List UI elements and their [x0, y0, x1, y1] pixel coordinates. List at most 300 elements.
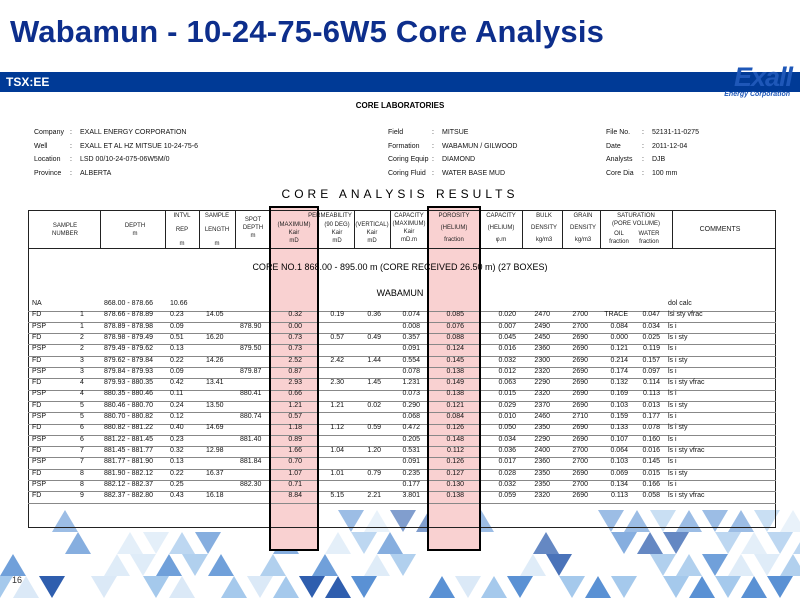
table-cell: 2460: [534, 413, 550, 420]
table-cell: 2320: [534, 390, 550, 398]
table-cell: 2700: [572, 322, 588, 330]
table-cell: dol calc: [668, 300, 692, 307]
table-cell: 4: [80, 390, 84, 398]
table-cell: 0.13: [170, 345, 184, 353]
table-cell: 0.008: [402, 322, 420, 330]
meta-mid-line: [388, 129, 468, 136]
meta-colon: :: [432, 169, 434, 177]
decorative-triangle: [637, 532, 663, 554]
meta-colon: :: [70, 156, 72, 163]
meta-colon: :: [642, 169, 644, 177]
meta-key: Formation: [388, 142, 420, 150]
decorative-triangle: [611, 532, 637, 554]
table-cell: 882.12 - 882.37: [104, 480, 154, 488]
table-cell: PSP: [32, 458, 47, 466]
table-cell: 2.42: [330, 356, 344, 364]
table-cell: 0.045: [498, 333, 516, 341]
table-cell: 2: [80, 345, 84, 353]
table-cell: 0.047: [642, 311, 660, 319]
table-cell: ls i: [668, 435, 677, 443]
table-cell: 2350: [534, 424, 550, 432]
table-cell: 0.42: [170, 379, 184, 387]
table-cell: 0.064: [610, 446, 628, 454]
table-cell: 10.66: [170, 300, 188, 307]
table-cell: 0.088: [446, 333, 464, 341]
header-porosity: POROSITY (HELIUM) fraction: [438, 213, 470, 243]
table-cell: PSP: [32, 345, 47, 353]
table-cell: ls i: [668, 458, 677, 466]
table-cell: 0.138: [446, 367, 464, 375]
decorative-triangle: [260, 554, 286, 576]
table-cell: 881.77 - 881.90: [104, 458, 154, 466]
header-sample-length: SAMPLE LENGTH m: [204, 213, 230, 247]
meta-mid-line: [388, 143, 517, 150]
table-cell: 2320: [534, 492, 550, 500]
formation-label: WABAMUN: [376, 288, 424, 298]
table-cell: FD: [32, 333, 42, 341]
row-separator: [28, 503, 776, 504]
page-number: 16: [12, 575, 23, 585]
results-title: CORE ANALYSIS RESULTS: [281, 187, 519, 201]
decorative-triangle: [520, 554, 546, 576]
decorative-triangle: [728, 554, 754, 576]
table-cell: 0.13: [170, 458, 184, 466]
table-cell: 0.531: [402, 446, 420, 454]
table-cell: 0.103: [610, 401, 628, 409]
table-cell: 0.290: [402, 401, 420, 409]
table-cell: 0.49: [367, 333, 381, 341]
column-divider: [672, 210, 673, 248]
table-cell: PSP: [32, 367, 47, 375]
table-cell: PSP: [32, 390, 47, 398]
decorative-triangle: [741, 576, 767, 598]
table-cell: 7: [80, 458, 84, 466]
table-cell: 2690: [572, 356, 588, 364]
table-cell: 881.45 - 881.77: [104, 446, 154, 454]
decorative-triangle: [741, 532, 767, 554]
table-cell: 0.138: [446, 390, 464, 398]
decorative-triangle: [702, 554, 728, 576]
decorative-triangle: [312, 554, 338, 576]
header-comments: COMMENTS: [699, 226, 741, 233]
table-cell: 2360: [534, 458, 550, 466]
table-cell: 881.84: [240, 458, 262, 466]
table-cell: 1.01: [330, 469, 344, 477]
table-cell: 3: [80, 367, 84, 375]
table-cell: 882.30: [240, 480, 262, 488]
header-perm-vertical: (VERTICAL) Kair mD: [355, 222, 389, 244]
decorative-triangle: [377, 532, 403, 554]
decorative-triangle: [143, 576, 169, 598]
table-cell: 1: [80, 311, 84, 319]
table-cell: 2370: [534, 401, 550, 409]
page-title: Wabamun - 10-24-75-6W5 Core Analysis: [10, 14, 605, 49]
table-cell: 0.073: [402, 390, 420, 398]
decorative-triangle: [91, 576, 117, 598]
table-cell: 0.114: [643, 379, 660, 387]
table-cell: 879.87: [240, 367, 262, 375]
decorative-triangle: [39, 576, 65, 598]
table-cell: 0.57: [288, 413, 302, 420]
meta-colon: :: [432, 156, 434, 163]
decorative-triangle: [221, 576, 247, 598]
decorative-triangle: [325, 532, 351, 554]
table-cell: 0.160: [642, 435, 660, 443]
table-cell: PSP: [32, 435, 47, 443]
table-cell: 879.84 - 879.93: [104, 367, 154, 375]
table-cell: 0.029: [498, 401, 516, 409]
table-cell: 0.124: [446, 345, 464, 353]
table-cell: 879.49 - 879.62: [104, 345, 154, 353]
ticker-symbol: TSX:EE: [6, 75, 50, 89]
table-cell: 0.078: [402, 367, 420, 375]
table-cell: 0.020: [498, 311, 516, 319]
table-cell: 2690: [572, 435, 588, 443]
meta-value: 100 mm: [652, 169, 678, 177]
table-cell: FD: [32, 469, 42, 477]
table-cell: 2490: [534, 322, 550, 330]
header-perm-90: (90 DEG) Kair mD: [324, 222, 350, 244]
table-cell: 0.87: [288, 367, 302, 375]
table-cell: 0.22: [170, 469, 184, 477]
header-divider: [28, 248, 776, 249]
table-cell: 2710: [572, 413, 588, 420]
decorative-triangle: [611, 576, 637, 598]
header-permeability: PERMEABILITY: [308, 213, 352, 219]
header-interval: INTVL REP m: [173, 213, 191, 247]
meta-value: WATER BASE MUD: [442, 169, 506, 177]
table-cell: 0.51: [170, 333, 184, 341]
table-cell: 0.235: [402, 469, 420, 477]
table-cell: 0.166: [642, 480, 660, 488]
decorative-triangle: [546, 554, 572, 576]
porosity-highlight-box: [427, 206, 481, 551]
meta-left-line: [34, 170, 111, 177]
permeability-highlight-box: [269, 206, 319, 551]
table-cell: 0.132: [610, 379, 628, 387]
header-saturation: SATURATION (PORE VOLUME): [611, 213, 660, 227]
decorative-triangle: [0, 554, 26, 576]
table-cell: 16.37: [206, 469, 224, 477]
table-cell: FD: [32, 401, 42, 409]
table-cell: 16.18: [206, 492, 224, 500]
table-cell: 0.130: [446, 480, 464, 488]
table-cell: 880.35 - 880.46: [104, 390, 154, 398]
meta-key: Core Dia: [606, 169, 634, 177]
lab-name: CORE LABORATORIES: [355, 101, 445, 110]
meta-colon: :: [642, 142, 644, 150]
decorative-triangle: [247, 576, 273, 598]
table-cell: 0.017: [498, 458, 516, 466]
decorative-triangle: [663, 576, 689, 598]
table-cell: ls i sty vfrac: [668, 446, 705, 454]
table-cell: 0.02: [367, 401, 381, 409]
table-cell: 0.091: [402, 345, 420, 353]
table-cell: 0.40: [170, 424, 184, 432]
table-cell: 0.126: [446, 458, 464, 466]
table-cell: ls i sty: [668, 424, 688, 432]
table-cell: ls i sty: [668, 401, 688, 409]
meta-key: Coring Equip: [388, 156, 429, 163]
meta-value: 52131-11-0275: [652, 129, 699, 136]
header-grain-density: GRAIN DENSITY kg/m3: [569, 213, 596, 243]
table-cell: 0.57: [330, 333, 344, 341]
decorative-triangle: [780, 554, 800, 576]
table-cell: 0.015: [642, 469, 660, 477]
table-cell: 0.59: [367, 424, 381, 432]
table-cell: 1.18: [288, 424, 302, 432]
table-cell: 1.04: [330, 446, 344, 454]
table-cell: 0.70: [288, 458, 302, 466]
meta-colon: :: [70, 142, 72, 150]
table-cell: 1.12: [330, 424, 344, 432]
table-cell: 0.00: [288, 322, 302, 330]
table-cell: ls i sty vfrac: [668, 379, 705, 387]
table-cell: 878.90: [240, 322, 262, 330]
table-cell: 13.41: [206, 379, 224, 387]
table-cell: 0.013: [642, 401, 660, 409]
table-cell: 0.24: [170, 401, 184, 409]
table-cell: 2690: [572, 333, 588, 341]
table-cell: 0.23: [170, 311, 184, 319]
header-oil: OIL fraction: [609, 231, 629, 245]
table-cell: 2690: [572, 492, 588, 500]
header-sample-number: SAMPLE NUMBER: [51, 223, 78, 237]
decorative-triangle: [169, 576, 195, 598]
table-cell: 0.036: [498, 446, 516, 454]
decorative-triangle: [299, 576, 325, 598]
table-cell: 0.113: [643, 390, 660, 398]
meta-value: DJB: [652, 156, 666, 163]
table-cell: 0.032: [498, 356, 516, 364]
decorative-triangle: [455, 576, 481, 598]
meta-left-line: [34, 156, 170, 163]
table-cell: 882.37 - 882.80: [104, 492, 154, 500]
table-cell: 0.007: [498, 322, 516, 330]
table-cell: 8.84: [288, 492, 302, 500]
table-cell: 0.66: [288, 390, 302, 398]
table-cell: 0.73: [288, 333, 302, 341]
table-cell: 2700: [572, 480, 588, 488]
table-cell: 0.028: [498, 469, 516, 477]
table-cell: ls i: [668, 480, 677, 488]
table-cell: 879.93 - 880.35: [104, 379, 154, 387]
meta-colon: :: [642, 156, 644, 163]
decorative-triangle: [780, 510, 800, 532]
table-cell: 0.085: [446, 311, 464, 319]
core-title: CORE NO.1 868.00 - 895.00 m (CORE RECEIVED 26.50 m) (27 BOXES): [252, 262, 548, 272]
exall-logo: [706, 60, 792, 100]
table-cell: 2470: [534, 311, 550, 319]
table-cell: 5.15: [330, 492, 344, 500]
meta-value: EXALL ENERGY CORPORATION: [80, 129, 187, 136]
table-cell: 6: [80, 435, 84, 443]
table-cell: 9: [80, 492, 84, 500]
decorative-triangle: [663, 532, 689, 554]
table-cell: 2.30: [330, 379, 344, 387]
table-cell: PSP: [32, 322, 47, 330]
meta-key: Analysts: [606, 156, 633, 163]
table-cell: 14.69: [206, 424, 224, 432]
table-cell: 0.112: [447, 446, 464, 454]
meta-key: Field: [388, 129, 404, 136]
table-cell: 0.016: [498, 345, 516, 353]
decorative-triangle: [208, 554, 234, 576]
table-cell: 2320: [534, 367, 550, 375]
table-cell: ls i sty: [668, 469, 688, 477]
table-cell: FD: [32, 311, 42, 319]
table-cell: 1.231: [402, 379, 420, 387]
decorative-triangle: [169, 532, 195, 554]
table-cell: 0.103: [610, 458, 628, 466]
decorative-triangle: [793, 532, 800, 554]
decorative-triangle: [325, 576, 351, 598]
table-cell: 0.214: [610, 356, 628, 364]
table-cell: 0.127: [446, 469, 464, 477]
table-cell: 0.36: [367, 311, 381, 319]
table-cell: 2360: [534, 345, 550, 353]
table-cell: 2690: [572, 390, 588, 398]
decorative-triangle: [715, 532, 741, 554]
table-cell: FD: [32, 492, 42, 500]
table-cell: FD: [32, 356, 42, 364]
decorative-triangle: [351, 532, 377, 554]
decorative-triangle: [273, 576, 299, 598]
table-cell: 0.205: [402, 435, 420, 443]
decorative-triangle: [182, 554, 208, 576]
table-cell: 0.063: [498, 379, 516, 387]
decorative-triangle: [65, 532, 91, 554]
table-cell: TRACE: [604, 311, 628, 319]
decorative-triangle: [767, 576, 793, 598]
table-cell: 2350: [534, 469, 550, 477]
header-spot-depth: SPOT DEPTH m: [242, 217, 264, 239]
table-cell: 0.121: [446, 401, 464, 409]
table-cell: 0.034: [642, 322, 660, 330]
meta-key: Coring Fluid: [388, 169, 426, 177]
table-cell: 868.00 - 878.66: [104, 300, 154, 307]
decorative-triangle: [650, 554, 676, 576]
table-cell: 0.174: [610, 367, 628, 375]
table-cell: 881.40: [240, 435, 262, 443]
table-cell: 2700: [572, 446, 588, 454]
table-cell: 0.22: [170, 356, 184, 364]
decorative-triangle: [156, 554, 182, 576]
table-cell: 0.126: [446, 424, 464, 432]
table-cell: 5: [80, 401, 84, 409]
table-cell: 0.015: [498, 390, 516, 398]
logo-wordmark: Exall: [733, 62, 792, 92]
table-cell: 0.157: [642, 356, 660, 364]
decorative-triangle: [715, 576, 741, 598]
table-cell: 0.069: [610, 469, 628, 477]
table-cell: 5: [80, 413, 84, 420]
table-cell: 0.084: [610, 322, 628, 330]
table-cell: 8: [80, 480, 84, 488]
header-capacity-helium: CAPACITY (HELIUM) φ.m: [486, 213, 516, 243]
table-cell: 0.133: [610, 424, 628, 432]
table-cell: 1.07: [288, 469, 302, 477]
table-cell: 0.472: [402, 424, 420, 432]
meta-left-line: [34, 129, 186, 136]
table-cell: NA: [32, 300, 42, 307]
table-cell: FD: [32, 424, 42, 432]
table-cell: ls i: [668, 390, 677, 398]
table-cell: 0.113: [611, 492, 628, 500]
table-cell: 0.25: [170, 480, 184, 488]
meta-key: Province: [34, 169, 62, 177]
table-cell: PSP: [32, 480, 47, 488]
table-cell: 0.091: [402, 458, 420, 466]
table-cell: 2690: [572, 469, 588, 477]
table-cell: 0.79: [367, 469, 381, 477]
table-cell: 0.119: [643, 345, 660, 353]
table-cell: 0.19: [330, 311, 344, 319]
meta-colon: :: [70, 169, 72, 177]
table-cell: 0.034: [498, 435, 516, 443]
table-cell: 879.62 - 879.84: [104, 356, 154, 364]
meta-key: File No.: [606, 129, 631, 136]
table-cell: 0.357: [402, 333, 420, 341]
table-cell: 880.41: [240, 390, 262, 398]
table-cell: 0.09: [170, 367, 184, 375]
table-cell: ls i: [668, 322, 677, 330]
header-depth: DEPTH m: [124, 223, 146, 237]
table-cell: 0.025: [642, 333, 660, 341]
meta-key: Company: [34, 129, 64, 136]
table-cell: 0.107: [610, 435, 628, 443]
table-cell: 2.21: [367, 492, 381, 500]
table-cell: 0.177: [642, 413, 660, 420]
table-cell: ls i: [668, 345, 677, 353]
table-cell: ls i sty vfrac: [668, 492, 705, 500]
table-cell: 0.058: [642, 492, 660, 500]
table-cell: 0.159: [610, 413, 628, 420]
table-cell: 0.134: [610, 480, 628, 488]
decorative-triangle: [117, 532, 143, 554]
table-cell: 0.73: [288, 345, 302, 353]
table-cell: 0.11: [170, 390, 184, 398]
table-cell: 0.32: [288, 311, 302, 319]
meta-left-line: [34, 143, 198, 150]
table-cell: 0.12: [170, 413, 184, 420]
decorative-triangle: [481, 576, 507, 598]
table-cell: 0.121: [610, 345, 628, 353]
table-cell: 1.66: [288, 446, 302, 454]
meta-value: DIAMOND: [442, 156, 476, 163]
table-cell: ls i sty: [668, 333, 688, 341]
column-divider: [100, 210, 101, 248]
table-cell: 0.169: [610, 390, 628, 398]
decorative-triangle: [507, 576, 533, 598]
table-cell: 2690: [572, 345, 588, 353]
meta-mid-line: [388, 170, 505, 177]
table-cell: 881.90 - 882.12: [104, 469, 154, 477]
header-perm-max: (MAXIMUM) Kair mD: [277, 222, 311, 244]
decorative-triangle: [429, 576, 455, 598]
meta-value: LSD 00/10-24-075-06W5M/0: [80, 156, 170, 163]
decorative-triangle: [585, 576, 611, 598]
decorative-triangle: [364, 554, 390, 576]
header-capacity-max: CAPACITY (MAXIMUM) Kair mD.m: [392, 213, 426, 243]
decorative-triangle: [104, 554, 130, 576]
table-cell: 0.32: [170, 446, 184, 454]
table-cell: 2700: [572, 458, 588, 466]
meta-right-line: [606, 143, 687, 150]
ticker-bar: [0, 72, 800, 92]
table-cell: 14.05: [206, 311, 224, 319]
meta-colon: :: [432, 129, 434, 136]
